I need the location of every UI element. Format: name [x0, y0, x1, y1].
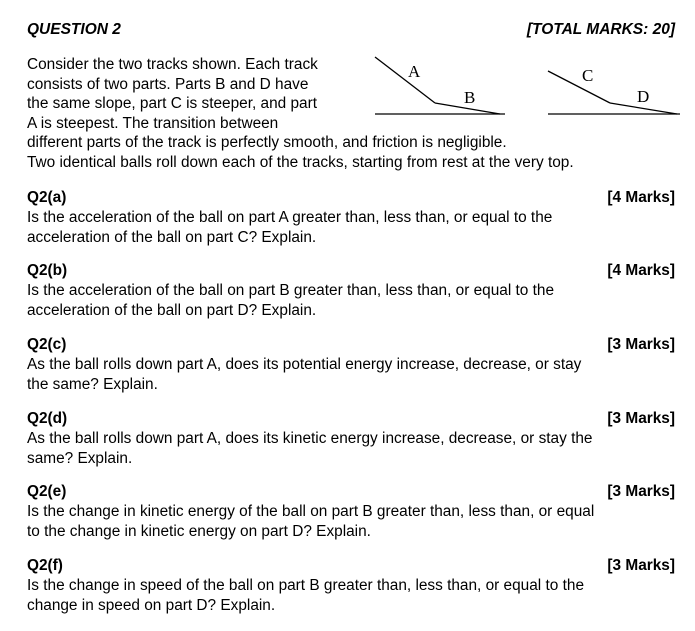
intro-line: Two identical balls roll down each of the tracks, starting from rest at the very top. [27, 153, 574, 171]
question-text: Is the change in speed of the ball on part B greater than, less than, or equal to the [27, 576, 585, 594]
question-q2a [27, 188, 675, 247]
question-q2e [27, 482, 675, 541]
question-marks: [3 Marks] [607, 557, 675, 574]
question-id: Q2(b) [27, 262, 68, 279]
intro-line: consists of two parts. Parts B and D have [27, 75, 309, 93]
label-c: C [582, 66, 594, 85]
question-marks: [3 Marks] [607, 483, 675, 500]
question-text: the same? Explain. [27, 375, 158, 393]
intro-line: A is steepest. The transition between [27, 114, 279, 132]
question-q2c [27, 335, 675, 394]
track-1 [375, 57, 505, 114]
question-header [27, 21, 675, 41]
track-part-a [375, 57, 435, 103]
tracks-diagram [355, 50, 685, 130]
intro-line: different parts of the track is perfectly smooth, and friction is negligible. [27, 134, 507, 152]
track-part-c [548, 71, 610, 103]
question-text: Is the acceleration of the ball on part B greater than, less than, or equal to the [27, 281, 555, 299]
question-text: As the ball rolls down part A, does its potential energy increase, decrease, or stay [27, 355, 582, 373]
question-id: Q2(a) [27, 189, 67, 206]
question-text: acceleration of the ball on part D? Explain. [27, 301, 317, 319]
question-q2f [27, 556, 675, 615]
question-text: acceleration of the ball on part C? Explain. [27, 228, 317, 246]
question-marks: [4 Marks] [607, 189, 675, 206]
question-text: Is the acceleration of the ball on part A greater than, less than, or equal to the [27, 208, 553, 226]
question-marks: [4 Marks] [607, 262, 675, 279]
question-text: As the ball rolls down part A, does its kinetic energy increase, decrease, or stay the [27, 429, 593, 447]
intro-line: the same slope, part C is steeper, and part [27, 95, 318, 113]
question-title: QUESTION 2 [27, 21, 121, 38]
question-q2d [27, 409, 675, 468]
total-marks: [TOTAL MARKS: 20] [526, 21, 675, 38]
question-marks: [3 Marks] [607, 336, 675, 353]
question-id: Q2(c) [27, 336, 67, 353]
label-a: A [408, 62, 421, 81]
track-2 [548, 66, 680, 114]
question-id: Q2(f) [27, 557, 63, 574]
question-text: change in speed on part D? Explain. [27, 596, 276, 614]
question-id: Q2(e) [27, 483, 67, 500]
question-q2b [27, 261, 675, 320]
question-marks: [3 Marks] [607, 410, 675, 427]
question-text: Is the change in kinetic energy of the ball on part B greater than, less than, or equal [27, 502, 595, 520]
question-id: Q2(d) [27, 410, 68, 427]
label-d: D [637, 87, 650, 106]
question-text: to the change in kinetic energy on part D? Explain. [27, 522, 371, 540]
question-text: same? Explain. [27, 449, 133, 467]
intro-line: Consider the two tracks shown. Each track [27, 56, 318, 73]
label-b: B [464, 88, 476, 107]
